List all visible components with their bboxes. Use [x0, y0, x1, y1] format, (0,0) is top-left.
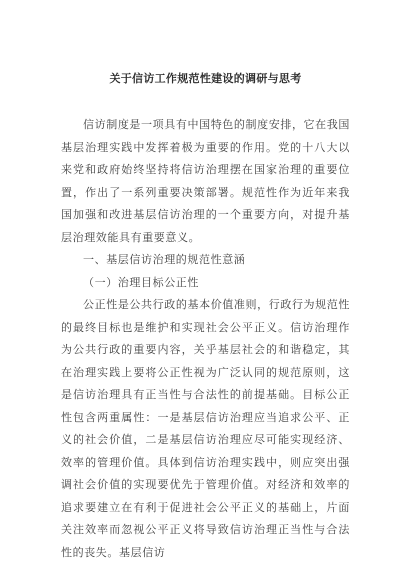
- section-heading: 一、基层信访治理的规范性意涵: [83, 253, 246, 266]
- body-paragraph: 公正性是公共行政的基本价值准则，行政行为规范性的最终目标也是维护和实现社会公平正义。信访治理作为公共行政的重要内容，关乎基层社会的和谐稳定，其在治理实践上要将公正性视为广泛认同的规范原则，这是信访治理具有正当性与合法性的前提基础。目标公正性包含两重属性：一是基层信访治理应当追求公平、正义的社会价值，二是基层信访治理应尽可能实现经济、效率的管理价值。具体到信访治理实践中，则应突出强调社会价值的实现要优先于管理价值。对经济和效率的追求要建立在有利于促进社会公平正义的基础上，片面关注效率而忽视公平正义将导致信访治理正当性与合法性的丧失。基层信访: [61, 298, 350, 559]
- document-title: 关于信访工作规范性建设的调研与思考: [109, 72, 302, 85]
- intro-paragraph: 信访制度是一项具有中国特色的制度安排，它在我国基层治理实践中发挥着极为重要的作用。党的十八大以来党和政府始终坚持将信访治理摆在国家治理的重要位置，作出了一系列重要决策部署。规范性作为近年来我国加强和改进基层信访治理的一个重要方向，对提升基层治理效能具有重要意义。: [61, 118, 350, 244]
- subsection-heading: （一）治理目标公正性: [83, 275, 199, 289]
